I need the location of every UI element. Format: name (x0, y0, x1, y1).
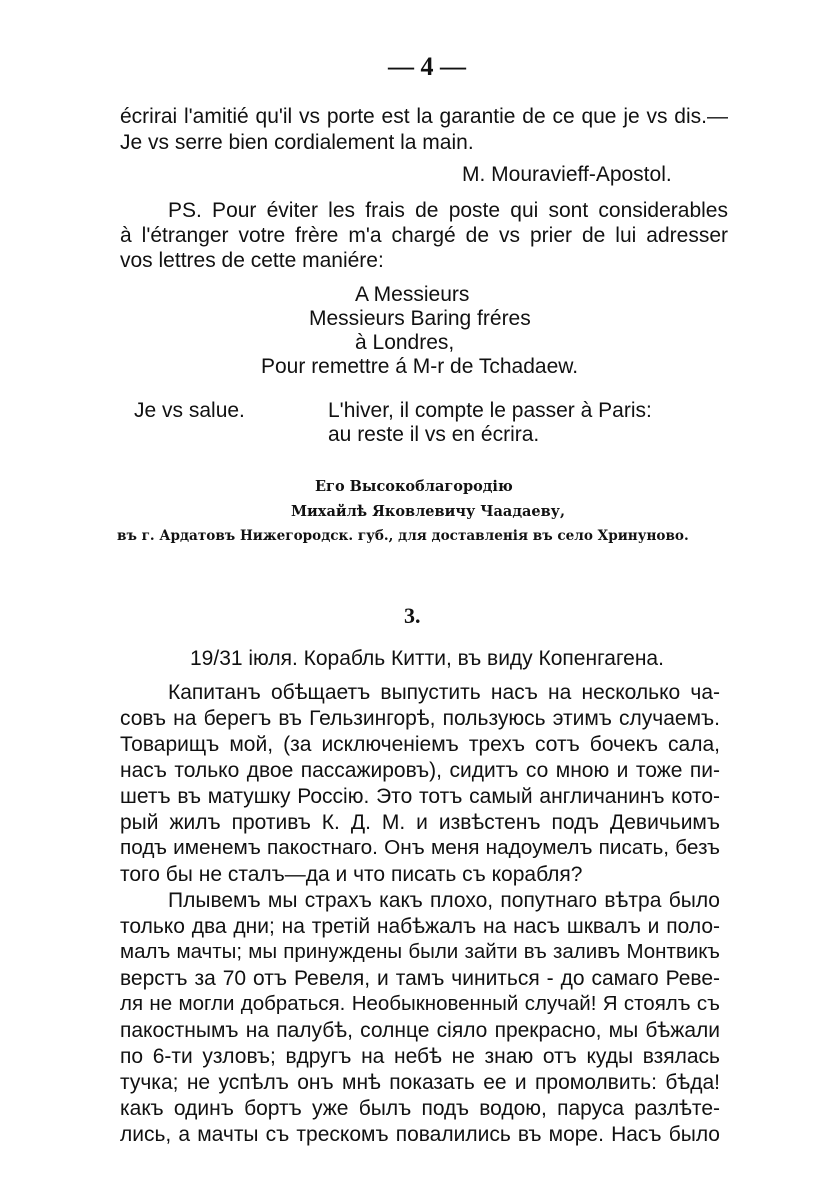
address-line: A Messieurs (355, 283, 470, 306)
paragraph-line: ля не могли добраться. Необыкновенный случай! Я стоялъ съ (120, 992, 720, 1015)
paragraph-line: Плывемъ мы страхъ какъ плохо, попутнаго вѣтра было (168, 889, 720, 912)
envelope-line: Михайлѣ Яковлевичу Чаадаеву, (291, 503, 566, 520)
letter-line: écrirai l'amitié qu'il vs porte est la garantie de ce que je vs dis.— (120, 105, 728, 128)
page-number: — 4 — (388, 52, 466, 81)
address-line: à Londres, (355, 331, 455, 354)
paragraph-line: верстъ за 70 отъ Ревеля, и тамъ чиниться - до самаго Реве- (120, 967, 720, 990)
paragraph-line: того бы не сталъ—да и что писать съ корабля? (120, 863, 583, 886)
envelope-line: въ г. Ардатовъ Нижегородск. губ., для доставленія въ село Хринуново. (117, 528, 689, 544)
paragraph-line: рый жилъ противъ К. Д. М. и извѣстенъ подъ Девичьимъ (120, 811, 720, 834)
ps-line: vos lettres de cette maniére: (120, 249, 384, 272)
paragraph-line: малъ мачты; мы принуждены были зайти въ заливъ Монтвикъ (120, 940, 720, 963)
closing-line: L'hiver, il compte le passer à Paris: (328, 399, 652, 422)
ps-line: à l'étranger votre frère m'a chargé de vs prier de lui adresser (120, 224, 728, 247)
paragraph-line: пакостнымъ на палубѣ, солнце сіяло прекрасно, мы бѣжали (120, 1019, 720, 1042)
paragraph-line: лись, а мачты съ трескомъ повалились въ море. Насъ было (120, 1123, 720, 1146)
paragraph-line: подъ именемъ пакостнаго. Онъ меня надоумелъ писать, безъ (120, 836, 720, 859)
paragraph-line: какъ одинъ бортъ уже былъ подъ водою, паруса разлѣте- (120, 1097, 720, 1120)
closing-line: au reste il vs en écrira. (328, 423, 540, 446)
address-line: Messieurs Baring fréres (309, 307, 531, 330)
paragraph-line: по 6-ти узловъ; вдругъ на небѣ не знаю отъ куды взялась (120, 1045, 720, 1068)
letter-signature: M. Mouravieff-Apostol. (462, 163, 672, 186)
section-heading: 19/31 іюля. Корабль Китти, въ виду Копенгагена. (190, 647, 664, 670)
paragraph-line: Капитанъ обѣщаетъ выпустить насъ на несколько ча- (168, 681, 720, 704)
address-line: Pour remettre á M-r de Tchadaew. (261, 355, 579, 378)
paragraph-line: только два дни; на третій набѣжалъ на насъ шквалъ и поло- (120, 915, 720, 938)
paragraph-line: насъ только двое пассажировъ), сидитъ со мною и тоже пи- (120, 759, 720, 782)
paragraph-line: шетъ въ матушку Россію. Это тотъ самый англичанинъ кото- (120, 785, 720, 808)
paragraph-line: Товарищъ мой, (за исключеніемъ трехъ сотъ бочекъ сала, (120, 733, 720, 756)
section-number: 3. (404, 603, 421, 628)
ps-line: PS. Pour éviter les frais de poste qui sont considerables (168, 199, 728, 222)
letter-line: Je vs serre bien cordialement la main. (120, 131, 474, 154)
letter-salute: Je vs salue. (134, 399, 245, 422)
paragraph-line: совъ на берегъ въ Гельзингорѣ, пользуюсь этимъ случаемъ. (120, 707, 720, 730)
envelope-line: Его Высокоблагородію (315, 478, 513, 495)
paragraph-line: тучка; не успѣлъ онъ мнѣ показать ее и промолвить: бѣда! (120, 1071, 720, 1094)
